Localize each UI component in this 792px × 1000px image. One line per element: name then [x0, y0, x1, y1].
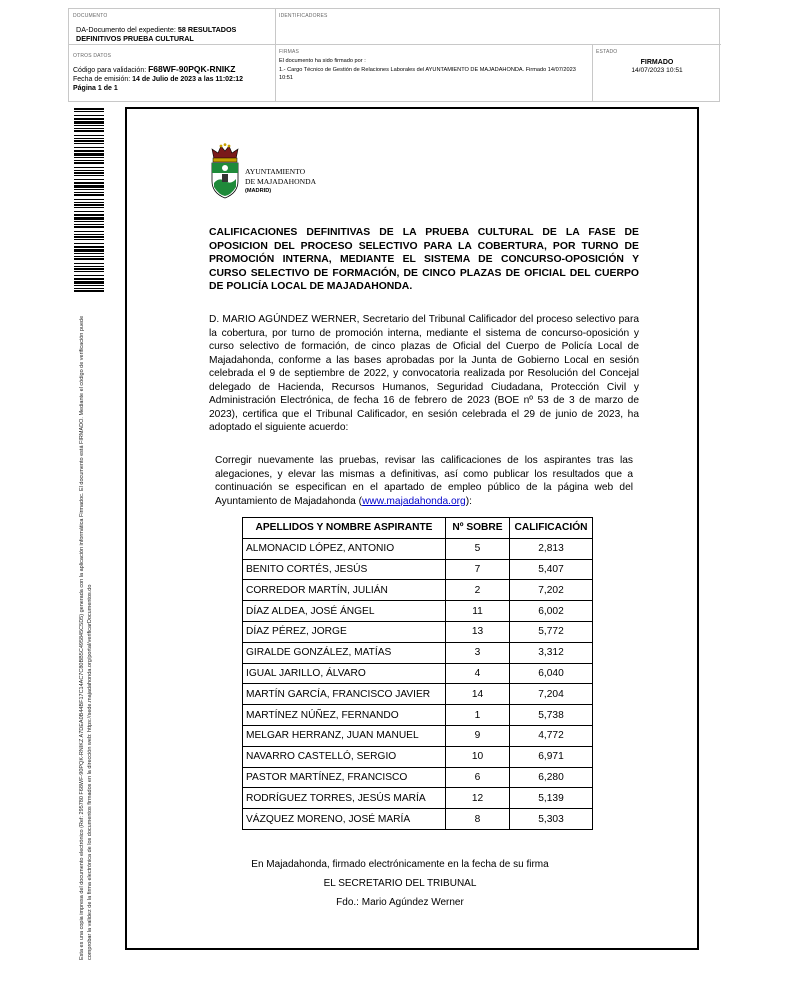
barcode-bar	[74, 202, 104, 203]
sobre-number-cell: 8	[446, 809, 510, 830]
barcode-bar	[74, 172, 104, 174]
applicant-name-cell: VÁZQUEZ MORENO, JOSÉ MARÍA	[243, 809, 446, 830]
barcode-bar	[74, 221, 104, 222]
firmas-intro: El documento ha sido firmado por :	[279, 58, 366, 64]
document-page	[125, 107, 699, 950]
firmas-detail: 1.- Cargo Técnico de Gestión de Relaciones Laborales del AYUNTAMIENTO DE MAJADAHONDA. Firmado 14/07/2023 10:51	[279, 66, 576, 81]
firmas-caption: FIRMAS	[279, 49, 300, 55]
barcode-bar	[74, 214, 104, 216]
barcode-bar	[74, 121, 104, 124]
applicant-name-cell: NAVARRO CASTELLÓ, SERGIO	[243, 746, 446, 767]
organization-name	[245, 167, 316, 197]
applicant-name-cell: ALMONACID LÓPEZ, ANTONIO	[243, 538, 446, 559]
applicant-name-cell: MARTÍNEZ NÚÑEZ, FERNANDO	[243, 705, 446, 726]
sobre-number-cell: 7	[446, 559, 510, 580]
grid-divider	[69, 44, 721, 45]
sobre-number-cell: 5	[446, 538, 510, 559]
calificacion-cell: 4,772	[510, 725, 593, 746]
documento-prefix: DA-Documento del expediente:	[76, 25, 178, 34]
codigo-label: Código para validación:	[73, 67, 149, 74]
sobre-number-cell: 6	[446, 767, 510, 788]
website-link[interactable]: www.majadahonda.org	[362, 495, 466, 507]
org-line1: AYUNTAMIENTO	[245, 167, 306, 176]
calificacion-cell: 6,280	[510, 767, 593, 788]
table-row	[243, 705, 593, 726]
table-row	[243, 601, 593, 622]
calificacion-cell: 2,813	[510, 538, 593, 559]
barcode-bar	[74, 194, 104, 196]
table-row	[243, 538, 593, 559]
barcode-bar	[74, 224, 104, 225]
barcode-bar	[74, 239, 104, 240]
identificadores-caption: IDENTIFICADORES	[279, 13, 328, 19]
calificacion-cell: 6,002	[510, 601, 593, 622]
estado-cell	[596, 49, 718, 74]
barcode-bar	[74, 118, 104, 120]
signature-place-line: En Majadahonda, firmado electrónicamente en la fecha de su firma	[251, 859, 549, 870]
barcode-bar	[74, 147, 104, 148]
applicant-name-cell: DÍAZ ALDEA, JOSÉ ÁNGEL	[243, 601, 446, 622]
barcode-bar	[74, 263, 104, 264]
side-verification-text: Esta es una copia impresa del documento electrónico (Ref: 295780 F68WF-90PQK-RNIKZ A7DEA0B44BF17C14AC7C80BB5C495845C5D5) generada con la aplicación informática Firmadoc. El documento está FIRMADO. Mediante el código de verificación puede comprobar la validez de la firma electrónica de los documentos firmados en la dirección web: https://sede.majadahonda.org/portal/verificarDocumentos.do	[79, 315, 93, 960]
otros-datos-caption: OTROS DATOS	[73, 53, 112, 59]
calificacion-cell: 5,772	[510, 621, 593, 642]
document-metadata-header	[68, 8, 720, 102]
firmas-text	[279, 57, 589, 83]
column-header-calificacion: CALIFICACIÓN	[510, 518, 593, 539]
barcode-bar	[74, 179, 104, 180]
sobre-number-cell: 11	[446, 601, 510, 622]
applicant-name-cell: DÍAZ PÉREZ, JORGE	[243, 621, 446, 642]
documento-value	[73, 25, 273, 43]
table-row	[243, 642, 593, 663]
identificadores-cell	[279, 13, 328, 19]
column-header-sobre: Nº SOBRE	[446, 518, 510, 539]
org-line3: (MADRID)	[245, 188, 272, 194]
applicant-name-cell: CORREDOR MARTÍN, JULIÁN	[243, 580, 446, 601]
sobre-number-cell: 3	[446, 642, 510, 663]
barcode-bar	[74, 271, 104, 272]
barcode-image	[74, 108, 104, 294]
barcode-bar	[74, 192, 104, 193]
pagina-count	[73, 84, 273, 93]
barcode-bar	[74, 128, 104, 129]
barcode-bar	[74, 236, 104, 238]
barcode-bar	[74, 207, 104, 208]
documento-cell	[73, 13, 273, 43]
barcode-bar	[74, 204, 104, 206]
grid-divider	[275, 9, 276, 101]
applicant-name-cell: MARTÍN GARCÍA, FRANCISCO JAVIER	[243, 684, 446, 705]
table-row	[243, 788, 593, 809]
sobre-number-cell: 2	[446, 580, 510, 601]
barcode-bar	[74, 258, 104, 260]
barcode-bar	[74, 157, 104, 158]
applicant-name-cell: BENITO CORTÉS, JESÚS	[243, 559, 446, 580]
barcode-bar	[74, 138, 104, 139]
fecha-value: 14 de Julio de 2023 a las 11:02:12	[132, 76, 244, 83]
applicant-name-cell: MELGAR HERRANZ, JUAN MANUEL	[243, 725, 446, 746]
estado-caption: ESTADO	[596, 49, 618, 55]
calificacion-cell: 6,971	[510, 746, 593, 767]
sobre-number-cell: 4	[446, 663, 510, 684]
grid-divider	[592, 44, 593, 101]
table-row	[243, 725, 593, 746]
applicant-name-cell: PASTOR MARTÍNEZ, FRANCISCO	[243, 767, 446, 788]
results-table	[242, 517, 593, 830]
barcode-bar	[74, 153, 104, 156]
sobre-number-cell: 12	[446, 788, 510, 809]
barcode-bar	[74, 246, 104, 248]
fecha-label: Fecha de emisión:	[73, 76, 133, 83]
signature-block	[113, 855, 687, 912]
applicant-name-cell: IGUAL JARILLO, ÁLVARO	[243, 663, 446, 684]
calificacion-cell: 7,202	[510, 580, 593, 601]
documento-caption: DOCUMENTO	[73, 13, 108, 19]
barcode-bar	[74, 256, 104, 257]
barcode-bar	[74, 162, 104, 164]
table-row	[243, 559, 593, 580]
barcode-bar	[74, 288, 104, 289]
barcode-bar	[74, 108, 104, 110]
table-row	[243, 684, 593, 705]
sobre-number-cell: 14	[446, 684, 510, 705]
barcode-bar	[74, 234, 104, 235]
barcode-bar	[74, 140, 104, 142]
applicant-name-cell: RODRÍGUEZ TORRES, JESÚS MARÍA	[243, 788, 446, 809]
intro-paragraph: D. MARIO AGÚNDEZ WERNER, Secretario del Tribunal Calificador del proceso selectivo para la cobertura, por turno de promoción interna, mediante el sistema de concurso-oposición y curso selectivo de formación, de cinco plazas de Oficial del Cuerpo de Policía Local de Majadahonda, conforme a las bases aprobadas por la Junta de Gobierno Local en sesión celebrada el 9 de septiembre de 2022, y convocatoria realizada por Resolución del Concejal delegado de Hacienda, Recursos Humanos, Seguridad Ciudadana, Protección Civil y Administración Electrónica, de fecha 16 de febrero de 2023 (BOE nº 53 de 3 de marzo de 2023), certifica que el Tribunal Calificador, en sesión celebrada el 29 de junio de 2023, ha adoptado el siguiente acuerdo:	[209, 314, 639, 433]
barcode-bar	[74, 268, 104, 270]
sobre-number-cell: 13	[446, 621, 510, 642]
barcode-bar	[74, 143, 104, 144]
sobre-number-cell: 10	[446, 746, 510, 767]
document-title: CALIFICACIONES DEFINITIVAS DE LA PRUEBA CULTURAL DE LA FASE DE OPOSICION DEL PROCESO SELECTIVO PARA LA COBERTURA, POR TURNO DE PROMOCIÓN INTERNA, MEDIANTE EL SISTEMA DE CONCURSO-OPOSICIÓN Y CURSO SELECTIVO DE FORMACIÓN, DE CINCO PLAZAS DE OFICIAL DEL CUERPO DE POLICÍA LOCAL DE MAJADAHONDA.	[209, 227, 639, 293]
table-row	[243, 746, 593, 767]
table-row	[243, 767, 593, 788]
barcode-bar	[74, 285, 104, 286]
barcode-bar	[74, 150, 104, 152]
calificacion-cell: 5,303	[510, 809, 593, 830]
otros-datos-cell	[73, 53, 273, 93]
barcode-bar	[74, 266, 104, 267]
pagina-value: Página 1 de 1	[73, 85, 118, 92]
calificacion-cell: 5,407	[510, 559, 593, 580]
barcode-bar	[74, 130, 104, 132]
table-row	[243, 663, 593, 684]
firmas-cell	[279, 49, 589, 83]
applicant-name-cell: GIRALDE GONZÁLEZ, MATÍAS	[243, 642, 446, 663]
calificacion-cell: 6,040	[510, 663, 593, 684]
barcode-bar	[74, 253, 104, 254]
table-header-row	[243, 518, 593, 539]
table-row	[243, 580, 593, 601]
signature-name-line: Fdo.: Mario Agúndez Werner	[336, 897, 464, 908]
agreement-text: Corregir nuevamente las pruebas, revisar las calificaciones de los aspirantes tras las alegaciones, y elevar las mismas a definitivas, así como publicar los resultados que a continuación se especifican en el apartado de empleo público de la página web del Ayuntamiento de Majadahonda (	[215, 455, 633, 507]
column-header-name: APELLIDOS Y NOMBRE ASPIRANTE	[243, 518, 446, 539]
barcode-bar	[74, 111, 104, 112]
barcode-bar	[74, 135, 104, 136]
agreement-suffix: ):	[465, 495, 472, 507]
barcode-bar	[74, 167, 104, 168]
estado-value: FIRMADO	[640, 59, 674, 66]
signature-role-line: EL SECRETARIO DEL TRIBUNAL	[323, 878, 477, 889]
barcode-bar	[74, 160, 104, 161]
barcode-bar	[74, 243, 104, 244]
calificacion-cell: 5,738	[510, 705, 593, 726]
barcode-bar	[74, 211, 104, 212]
barcode-bar	[74, 226, 104, 228]
org-line2: DE MAJADAHONDA	[245, 176, 317, 186]
sobre-number-cell: 1	[446, 705, 510, 726]
barcode-bar	[74, 275, 104, 276]
barcode-bar	[74, 249, 104, 252]
calificacion-cell: 3,312	[510, 642, 593, 663]
calificacion-cell: 7,204	[510, 684, 593, 705]
barcode-bar	[74, 199, 104, 200]
barcode-bar	[74, 175, 104, 176]
documento-name: 58 RESULTADOS DEFINITIVOS PRUEBA CULTURAL	[76, 25, 237, 43]
table-row	[243, 621, 593, 642]
barcode-bar	[74, 281, 104, 284]
barcode-bar	[74, 115, 104, 116]
estado-fecha: 14/07/2023 10:51	[631, 67, 683, 74]
calificacion-cell: 5,139	[510, 788, 593, 809]
barcode-bar	[74, 278, 104, 280]
coat-of-arms-icon	[209, 143, 241, 199]
agreement-paragraph	[215, 454, 633, 508]
sobre-number-cell: 9	[446, 725, 510, 746]
barcode-bar	[74, 231, 104, 232]
table-row	[243, 809, 593, 830]
fecha-emision	[73, 75, 273, 84]
codigo-validacion	[73, 65, 273, 75]
codigo-value[interactable]: F68WF-90PQK-RNIKZ	[148, 64, 236, 74]
barcode-bar	[74, 125, 104, 126]
barcode-bar	[74, 189, 104, 190]
barcode-bar	[74, 217, 104, 220]
barcode-bar	[74, 170, 104, 171]
results-table-body	[243, 538, 593, 829]
barcode-bar	[74, 182, 104, 184]
barcode-bar	[74, 290, 104, 292]
barcode-bar	[74, 185, 104, 188]
